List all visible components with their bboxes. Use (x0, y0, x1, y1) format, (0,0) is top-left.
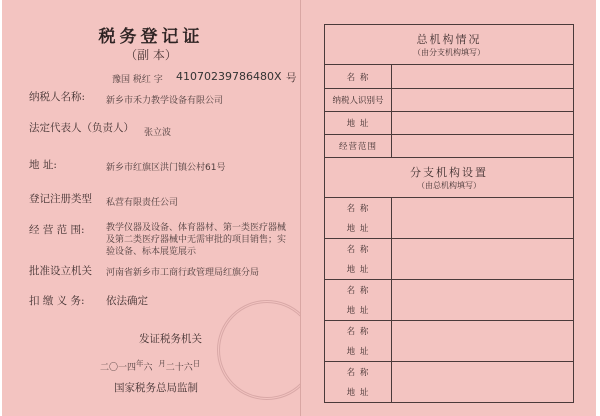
footer-supervision: 国家税务总局监制 (114, 382, 198, 394)
head-office-note: （由分支机构填写） (413, 48, 485, 57)
head-office-title: 总机构情况 (416, 33, 482, 46)
branch-value-cell (392, 239, 574, 280)
cert-suffix: 号 (286, 72, 297, 84)
head-address-label: 地 址 (325, 112, 392, 135)
certificate-left-page (2, 0, 300, 416)
date-year: 二〇一四 (100, 363, 137, 373)
branch-name-label: 名 称 (346, 286, 370, 296)
address-label: 地 址: (29, 159, 57, 171)
branch-header (325, 158, 574, 198)
branch-row (325, 321, 574, 362)
year-unit: 年 (136, 359, 144, 368)
certificate-right-page (300, 0, 596, 416)
branch-row (325, 239, 574, 280)
approval-authority-value: 河南省新乡市工商行政管理局红旗分局 (106, 268, 260, 278)
withholding-value: 依法确定 (106, 295, 148, 307)
branch-address-label: 地 址 (346, 224, 370, 234)
head-taxid-cell (392, 89, 574, 112)
issue-date (100, 358, 200, 373)
branch-labels (325, 362, 392, 403)
legal-rep-value: 张立波 (144, 128, 172, 138)
business-scope-value: 教学仪器及设备、体育器材、第一类医疗器械及第二类医疗器械中无需审批的项目销售；实验设备、标本展览展示 (106, 223, 287, 257)
copy-label: （副 本） (125, 48, 177, 62)
branch-address-label: 地 址 (346, 306, 370, 316)
branch-address-label: 地 址 (346, 265, 370, 275)
branch-name-label: 名 称 (346, 368, 370, 378)
head-scope-label: 经营范围 (325, 135, 392, 158)
branch-value-cell (392, 198, 574, 239)
date-day: 二十六 (165, 363, 193, 373)
branch-info-table (324, 24, 574, 403)
business-scope-label: 经 营 范 围: (29, 224, 85, 236)
branch-name-label: 名 称 (346, 245, 370, 255)
reg-type-label: 登记注册类型 (29, 193, 92, 205)
head-name-label: 名 称 (325, 65, 392, 89)
head-taxid-label: 纳税人识别号 (325, 89, 392, 112)
withholding-label: 扣 缴 义 务: (29, 295, 85, 307)
branch-title: 分支机构设置 (410, 166, 488, 179)
branch-value-cell (392, 362, 574, 403)
branch-value-cell (392, 280, 574, 321)
legal-rep-label: 法定代表人（负责人） (29, 122, 134, 134)
branch-name-label: 名 称 (346, 327, 370, 337)
branch-address-label: 地 址 (346, 347, 370, 357)
day-unit: 日 (192, 359, 201, 368)
cert-prefix: 豫国 税红 字 (112, 75, 163, 85)
branch-row (325, 198, 574, 239)
branch-labels (325, 321, 392, 362)
head-address-cell (392, 112, 574, 135)
cert-number: 410702397864​80X (176, 70, 282, 83)
head-name-cell (392, 65, 574, 89)
head-office-header (325, 25, 574, 65)
branch-name-label: 名 称 (346, 204, 370, 214)
date-month: 六 (143, 363, 153, 373)
issuer-label: 发证税务机关 (139, 333, 202, 345)
branch-row (325, 280, 574, 321)
month-unit: 月 (158, 359, 166, 368)
approval-authority-label: 批准设立机关 (29, 265, 92, 277)
branch-labels (325, 198, 392, 239)
head-scope-cell (392, 135, 574, 158)
taxpayer-name-value: 新乡市禾力教学设备有限公司 (106, 96, 224, 106)
branch-row (325, 362, 574, 403)
certificate-title: 税务登记证 (98, 27, 204, 47)
branch-value-cell (392, 321, 574, 362)
branch-address-label: 地 址 (346, 388, 370, 398)
branch-labels (325, 239, 392, 280)
taxpayer-name-label: 纳税人名称: (29, 91, 86, 103)
branch-labels (325, 280, 392, 321)
branch-note: （由总机构填写） (417, 181, 481, 190)
address-value: 新乡市红旗区洪门镇公村61号 (106, 163, 226, 173)
reg-type-value: 私营有限责任公司 (106, 198, 179, 208)
